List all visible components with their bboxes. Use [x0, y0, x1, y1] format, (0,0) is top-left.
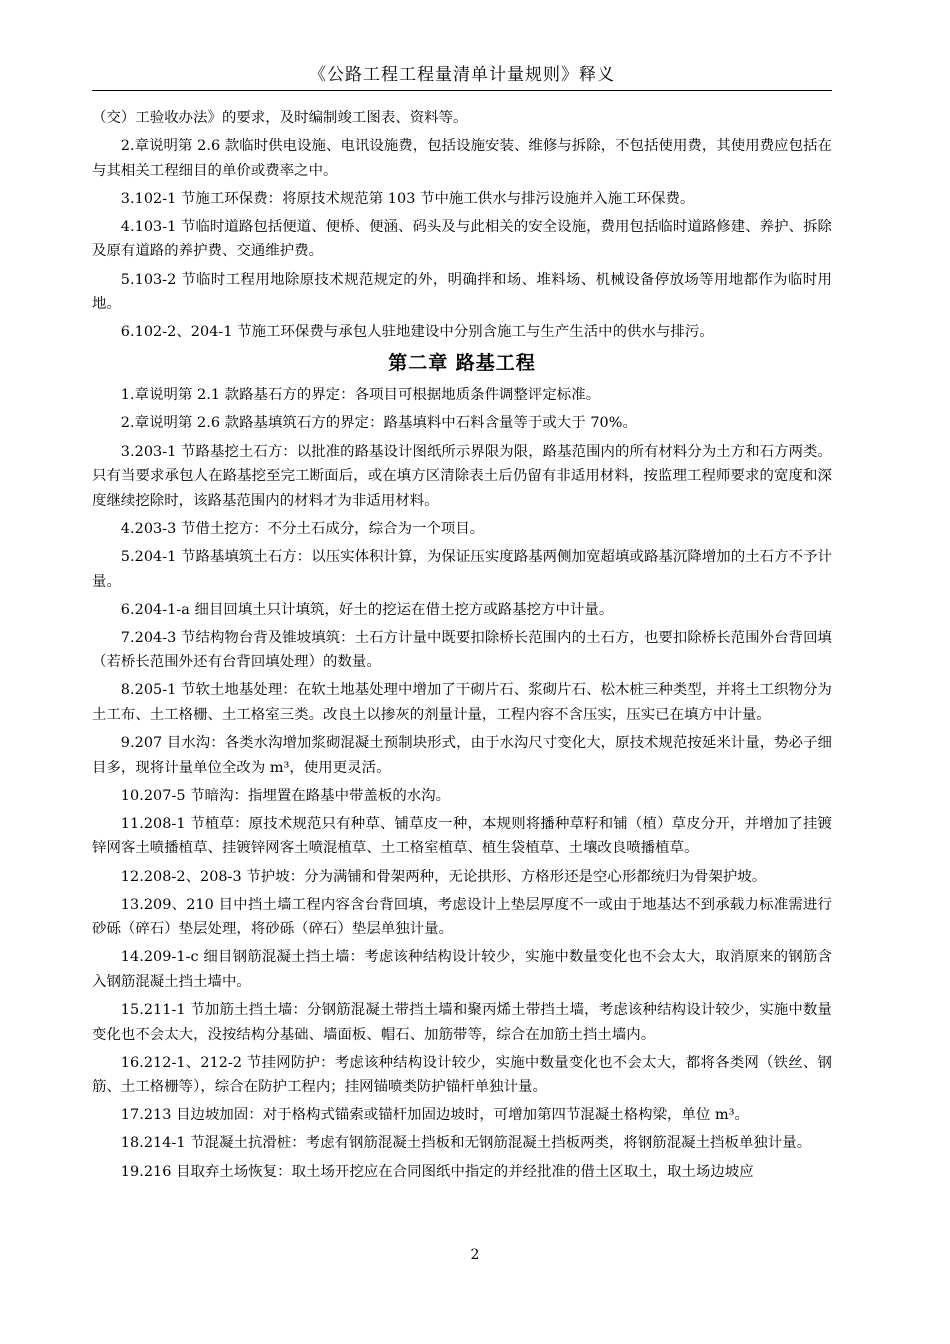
paragraph: 1.章说明第 2.1 款路基石方的界定：各项目可根据地质条件调整评定标准。 [120, 387, 601, 404]
paragraph: 3.203-1 节路基挖土石方：以批准的路基设计图纸所示界限为限，路基范围内的所有材料分为土方和石方两类。只有当要求承包人在路基挖至完工断面后，或在填方区清除表土后仍留有非适用材料，按监理工程师要求的宽度和深度继续挖除时，该路基范围内的材料才为非适用材料。 [92, 443, 832, 509]
paragraph: 15.211-1 节加筋土挡土墙：分钢筋混凝土带挡土墙和聚丙烯土带挡土墙，考虑该种结构设计较少，实施中数量变化也不会太大，没按结构分基础、墙面板、帽石、加筋带等，综合在加筋土挡土墙内。 [92, 1002, 832, 1043]
header-divider [92, 90, 832, 91]
paragraph: 7.204-3 节结构物台背及锥坡填筑：土石方计量中既要扣除桥长范围内的土石方，也要扣除桥长范围外台背回填（若桥长范围外还有台背回填处理）的数量。 [92, 629, 832, 671]
paragraph: 11.208-1 节植草：原技术规范只有种草、铺草皮一种，本规则将播种草籽和铺（植）草皮分开，并增加了挂镀锌网客土喷播植草、挂镀锌网客土喷混植草、土工格室植草、植生袋植草、土壤改良喷播植草。 [92, 815, 832, 857]
paragraph: （交）工验收办法》的要求，及时编制竣工图表、资料等。 [92, 110, 468, 126]
paragraph: 19.216 目取弃土场恢复：取土场开挖应在合同图纸中指定的并经批准的借土区取土，取土场边坡应 [120, 1163, 754, 1180]
paragraph: 13.209、210 目中挡土墙工程内容含台背回填，考虑设计上垫层厚度不一或由于地基达不到承载力标准需进行砂砾（碎石）垫层处理，将砂砾（碎石）垫层单独计量。 [92, 896, 832, 938]
paragraph: 5.204-1 节路基填筑土石方：以压实体积计算，为保证压实度路基两侧加宽超填或路基沉降增加的土石方不予计量。 [92, 548, 832, 590]
paragraph: 2.章说明第 2.6 款临时供电设施、电讯设施费，包括设施安装、维修与拆除，不包括使用费，其使用费应包括在与其相关工程细目的单价或费率之中。 [92, 138, 832, 179]
chapter-title: 第二章 路基工程 [388, 352, 536, 375]
paragraph: 5.103-2 节临时工程用地除原技术规范规定的外，明确拌和场、堆料场、机械设备停放场等用地都作为临时用地。 [92, 271, 832, 313]
paragraph: 2.章说明第 2.6 款路基填筑石方的界定：路基填料中石料含量等于或大于 70%。 [120, 415, 637, 432]
paragraph: 6.204-1-a 细目回填土只计填筑，好土的挖运在借土挖方或路基挖方中计量。 [120, 601, 614, 618]
paragraph: 9.207 目水沟：各类水沟增加浆砌混凝土预制块形式，由于水沟尺寸变化大，原技术规范按延米计量，势必子细目多，现将计量单位全改为 m³，使用更灵活。 [92, 735, 832, 776]
page-number: 2 [470, 1247, 480, 1263]
paragraph: 17.213 目边坡加固：对于格构式锚索或锚杆加固边坡时，可增加第四节混凝土格构梁，单位 m³。 [120, 1107, 749, 1124]
paragraph: 16.212-1、212-2 节挂网防护：考虑该种结构设计较少，实施中数量变化也不会太大，都将各类网（铁丝、钢筋、土工格栅等），综合在防护工程内；挂网锚喷类防护锚杆单独计量。 [92, 1054, 832, 1096]
paragraph: 4.203-3 节借土挖方：不分土石成分，综合为一个项目。 [120, 520, 485, 537]
page-header-title: 《公路工程工程量清单计量规则》释义 [309, 65, 615, 85]
paragraph: 6.102-2、204-1 节施工环保费与承包人驻地建设中分别含施工与生产生活中的供水与排污。 [120, 324, 714, 341]
paragraph: 10.207-5 节暗沟：指埋置在路基中带盖板的水沟。 [120, 787, 451, 804]
paragraph: 3.102-1 节施工环保费：将原技术规范第 103 节中施工供水与排污设施并入施工环保费。 [120, 190, 695, 207]
paragraph: 4.103-1 节临时道路包括便道、便桥、便涵、码头及与此相关的安全设施，费用包括临时道路修建、养护、拆除及原有道路的养护费、交通维护费。 [92, 218, 832, 260]
paragraph: 14.209-1-c 细目钢筋混凝土挡土墙：考虑该种结构设计较少，实施中数量变化也不会太大，取消原来的钢筋含入钢筋混凝土挡土墙中。 [92, 949, 832, 990]
paragraph: 8.205-1 节软土地基处理：在软土地基处理中增加了干砌片石、浆砌片石、松木桩三种类型，并将土工织物分为土工布、土工格栅、土工格室三类。改良土以掺灰的剂量计量，工程内容不含压实，压实已在填方中计量。 [92, 682, 832, 723]
paragraph: 18.214-1 节混凝土抗滑桩：考虑有钢筋混凝土挡板和无钢筋混凝土挡板两类，将钢筋混凝土挡板单独计量。 [120, 1135, 812, 1152]
document-body [92, 106, 832, 1188]
paragraph: 12.208-2、208-3 节护坡：分为满铺和骨架两种，无论拱形、方格形还是空心形都统归为骨架护坡。 [120, 868, 767, 885]
